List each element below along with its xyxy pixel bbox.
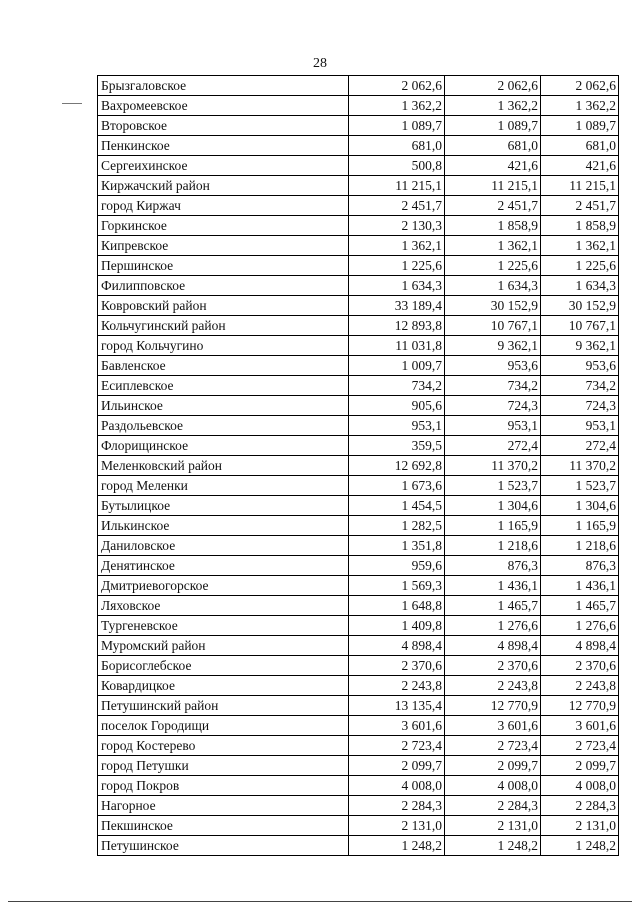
margin-mark [62,103,82,104]
row-name-cell: Ляховское [98,596,349,616]
table-row [98,596,619,616]
row-name-cell: Есиплевское [98,376,349,396]
value-cell-1: 2 130,3 [349,216,445,236]
row-name-cell: Киржачский район [98,176,349,196]
value-cell-1: 2 451,7 [349,196,445,216]
value-cell-1: 1 362,2 [349,96,445,116]
row-name-cell: город Костерево [98,736,349,756]
value-cell-3: 272,4 [541,436,619,456]
value-cell-2: 2 062,6 [445,76,541,96]
table-row [98,716,619,736]
value-cell-1: 12 893,8 [349,316,445,336]
value-cell-3: 4 898,4 [541,636,619,656]
row-name-cell: Брызгаловское [98,76,349,96]
value-cell-2: 2 131,0 [445,816,541,836]
table-row [98,676,619,696]
table-row [98,336,619,356]
table-row [98,436,619,456]
table-row [98,316,619,336]
value-cell-3: 12 770,9 [541,696,619,716]
value-cell-3: 2 062,6 [541,76,619,96]
row-name-cell: поселок Городищи [98,716,349,736]
value-cell-3: 1 436,1 [541,576,619,596]
row-name-cell: Денятинское [98,556,349,576]
table-row [98,776,619,796]
value-cell-3: 1 248,2 [541,836,619,856]
table-row [98,496,619,516]
value-cell-3: 2 451,7 [541,196,619,216]
row-name-cell: Ковардицкое [98,676,349,696]
row-name-cell: Бутылицкое [98,496,349,516]
value-cell-2: 1 523,7 [445,476,541,496]
row-name-cell: Флорищинское [98,436,349,456]
row-name-cell: Петушинский район [98,696,349,716]
row-name-cell: Вахромеевское [98,96,349,116]
value-cell-1: 1 634,3 [349,276,445,296]
value-cell-1: 1 248,2 [349,836,445,856]
value-cell-2: 2 099,7 [445,756,541,776]
value-cell-3: 421,6 [541,156,619,176]
value-cell-3: 1 276,6 [541,616,619,636]
value-cell-2: 30 152,9 [445,296,541,316]
value-cell-2: 724,3 [445,396,541,416]
value-cell-2: 2 243,8 [445,676,541,696]
row-name-cell: Раздольевское [98,416,349,436]
row-name-cell: Горкинское [98,216,349,236]
table-row [98,156,619,176]
row-name-cell: город Покров [98,776,349,796]
value-cell-1: 1 225,6 [349,256,445,276]
value-cell-1: 12 692,8 [349,456,445,476]
table-row [98,816,619,836]
table-row [98,836,619,856]
table-row [98,656,619,676]
row-name-cell: Пекшинское [98,816,349,836]
row-name-cell: Тургеневское [98,616,349,636]
value-cell-1: 734,2 [349,376,445,396]
value-cell-2: 11 370,2 [445,456,541,476]
row-name-cell: Дмитриевогорское [98,576,349,596]
value-cell-3: 9 362,1 [541,336,619,356]
value-cell-1: 33 189,4 [349,296,445,316]
value-cell-1: 1 282,5 [349,516,445,536]
value-cell-1: 1 648,8 [349,596,445,616]
value-cell-2: 953,1 [445,416,541,436]
value-cell-1: 2 370,6 [349,656,445,676]
value-cell-2: 12 770,9 [445,696,541,716]
value-cell-3: 11 215,1 [541,176,619,196]
value-cell-1: 1 362,1 [349,236,445,256]
row-name-cell: Сергеихинское [98,156,349,176]
table-row [98,756,619,776]
table-row [98,516,619,536]
value-cell-2: 3 601,6 [445,716,541,736]
value-cell-3: 1 858,9 [541,216,619,236]
value-cell-1: 1 569,3 [349,576,445,596]
value-cell-1: 2 131,0 [349,816,445,836]
value-cell-3: 2 099,7 [541,756,619,776]
value-cell-3: 2 243,8 [541,676,619,696]
row-name-cell: Борисоглебское [98,656,349,676]
value-cell-3: 2 723,4 [541,736,619,756]
row-name-cell: Филипповское [98,276,349,296]
data-table [97,75,619,856]
value-cell-1: 2 099,7 [349,756,445,776]
table-row [98,356,619,376]
row-name-cell: город Киржач [98,196,349,216]
value-cell-2: 1 465,7 [445,596,541,616]
value-cell-3: 876,3 [541,556,619,576]
value-cell-1: 1 009,7 [349,356,445,376]
table-row [98,456,619,476]
value-cell-1: 11 215,1 [349,176,445,196]
row-name-cell: Илькинское [98,516,349,536]
value-cell-1: 905,6 [349,396,445,416]
value-cell-2: 4 898,4 [445,636,541,656]
value-cell-1: 4 898,4 [349,636,445,656]
value-cell-3: 2 370,6 [541,656,619,676]
value-cell-1: 1 409,8 [349,616,445,636]
table-row [98,476,619,496]
value-cell-3: 734,2 [541,376,619,396]
value-cell-3: 681,0 [541,136,619,156]
value-cell-2: 1 362,2 [445,96,541,116]
value-cell-3: 3 601,6 [541,716,619,736]
row-name-cell: Кольчугинский район [98,316,349,336]
value-cell-1: 1 089,7 [349,116,445,136]
value-cell-2: 1 248,2 [445,836,541,856]
table-row [98,116,619,136]
value-cell-2: 2 370,6 [445,656,541,676]
table-row [98,636,619,656]
value-cell-2: 1 436,1 [445,576,541,596]
table-row [98,576,619,596]
row-name-cell: город Меленки [98,476,349,496]
value-cell-1: 3 601,6 [349,716,445,736]
table-row [98,616,619,636]
table-row [98,276,619,296]
row-name-cell: Кипревское [98,236,349,256]
value-cell-3: 724,3 [541,396,619,416]
page-number: 28 [313,56,327,71]
value-cell-3: 1 218,6 [541,536,619,556]
row-name-cell: город Кольчугино [98,336,349,356]
value-cell-1: 2 062,6 [349,76,445,96]
value-cell-2: 272,4 [445,436,541,456]
value-cell-3: 1 465,7 [541,596,619,616]
table-row [98,176,619,196]
value-cell-1: 1 351,8 [349,536,445,556]
value-cell-2: 953,6 [445,356,541,376]
table-row [98,556,619,576]
value-cell-3: 1 225,6 [541,256,619,276]
table-row [98,396,619,416]
value-cell-3: 11 370,2 [541,456,619,476]
table-row [98,536,619,556]
value-cell-1: 1 454,5 [349,496,445,516]
value-cell-3: 1 165,9 [541,516,619,536]
value-cell-2: 1 089,7 [445,116,541,136]
value-cell-2: 11 215,1 [445,176,541,196]
value-cell-3: 2 284,3 [541,796,619,816]
value-cell-1: 359,5 [349,436,445,456]
value-cell-1: 11 031,8 [349,336,445,356]
value-cell-3: 1 523,7 [541,476,619,496]
table-row [98,256,619,276]
table-row [98,796,619,816]
table-body [98,76,619,856]
value-cell-2: 734,2 [445,376,541,396]
value-cell-3: 1 362,1 [541,236,619,256]
value-cell-1: 2 284,3 [349,796,445,816]
table-row [98,236,619,256]
value-cell-2: 421,6 [445,156,541,176]
value-cell-3: 30 152,9 [541,296,619,316]
value-cell-2: 1 276,6 [445,616,541,636]
row-name-cell: город Петушки [98,756,349,776]
row-name-cell: Меленковский район [98,456,349,476]
value-cell-3: 953,6 [541,356,619,376]
table-row [98,136,619,156]
table-row [98,216,619,236]
value-cell-2: 2 284,3 [445,796,541,816]
value-cell-1: 4 008,0 [349,776,445,796]
row-name-cell: Даниловское [98,536,349,556]
table-row [98,376,619,396]
value-cell-2: 876,3 [445,556,541,576]
table-row [98,76,619,96]
table-row [98,416,619,436]
row-name-cell: Второвское [98,116,349,136]
table-row [98,196,619,216]
row-name-cell: Бавленское [98,356,349,376]
value-cell-1: 953,1 [349,416,445,436]
value-cell-2: 2 723,4 [445,736,541,756]
value-cell-3: 10 767,1 [541,316,619,336]
value-cell-2: 1 304,6 [445,496,541,516]
row-name-cell: Першинское [98,256,349,276]
value-cell-2: 4 008,0 [445,776,541,796]
row-name-cell: Ковровский район [98,296,349,316]
value-cell-1: 959,6 [349,556,445,576]
table-row [98,696,619,716]
value-cell-1: 681,0 [349,136,445,156]
value-cell-3: 1 362,2 [541,96,619,116]
row-name-cell: Ильинское [98,396,349,416]
table-row [98,736,619,756]
value-cell-2: 1 362,1 [445,236,541,256]
value-cell-3: 953,1 [541,416,619,436]
table-row [98,96,619,116]
page-bottom-edge [8,901,632,902]
row-name-cell: Нагорное [98,796,349,816]
value-cell-1: 1 673,6 [349,476,445,496]
value-cell-2: 1 218,6 [445,536,541,556]
value-cell-2: 9 362,1 [445,336,541,356]
value-cell-2: 1 225,6 [445,256,541,276]
row-name-cell: Пенкинское [98,136,349,156]
value-cell-3: 2 131,0 [541,816,619,836]
value-cell-2: 1 634,3 [445,276,541,296]
value-cell-2: 681,0 [445,136,541,156]
row-name-cell: Муромский район [98,636,349,656]
value-cell-2: 1 165,9 [445,516,541,536]
row-name-cell: Петушинское [98,836,349,856]
value-cell-2: 1 858,9 [445,216,541,236]
value-cell-3: 1 089,7 [541,116,619,136]
value-cell-1: 13 135,4 [349,696,445,716]
value-cell-3: 1 304,6 [541,496,619,516]
value-cell-3: 4 008,0 [541,776,619,796]
value-cell-2: 10 767,1 [445,316,541,336]
value-cell-1: 2 243,8 [349,676,445,696]
value-cell-3: 1 634,3 [541,276,619,296]
value-cell-1: 500,8 [349,156,445,176]
table-row [98,296,619,316]
value-cell-2: 2 451,7 [445,196,541,216]
value-cell-1: 2 723,4 [349,736,445,756]
